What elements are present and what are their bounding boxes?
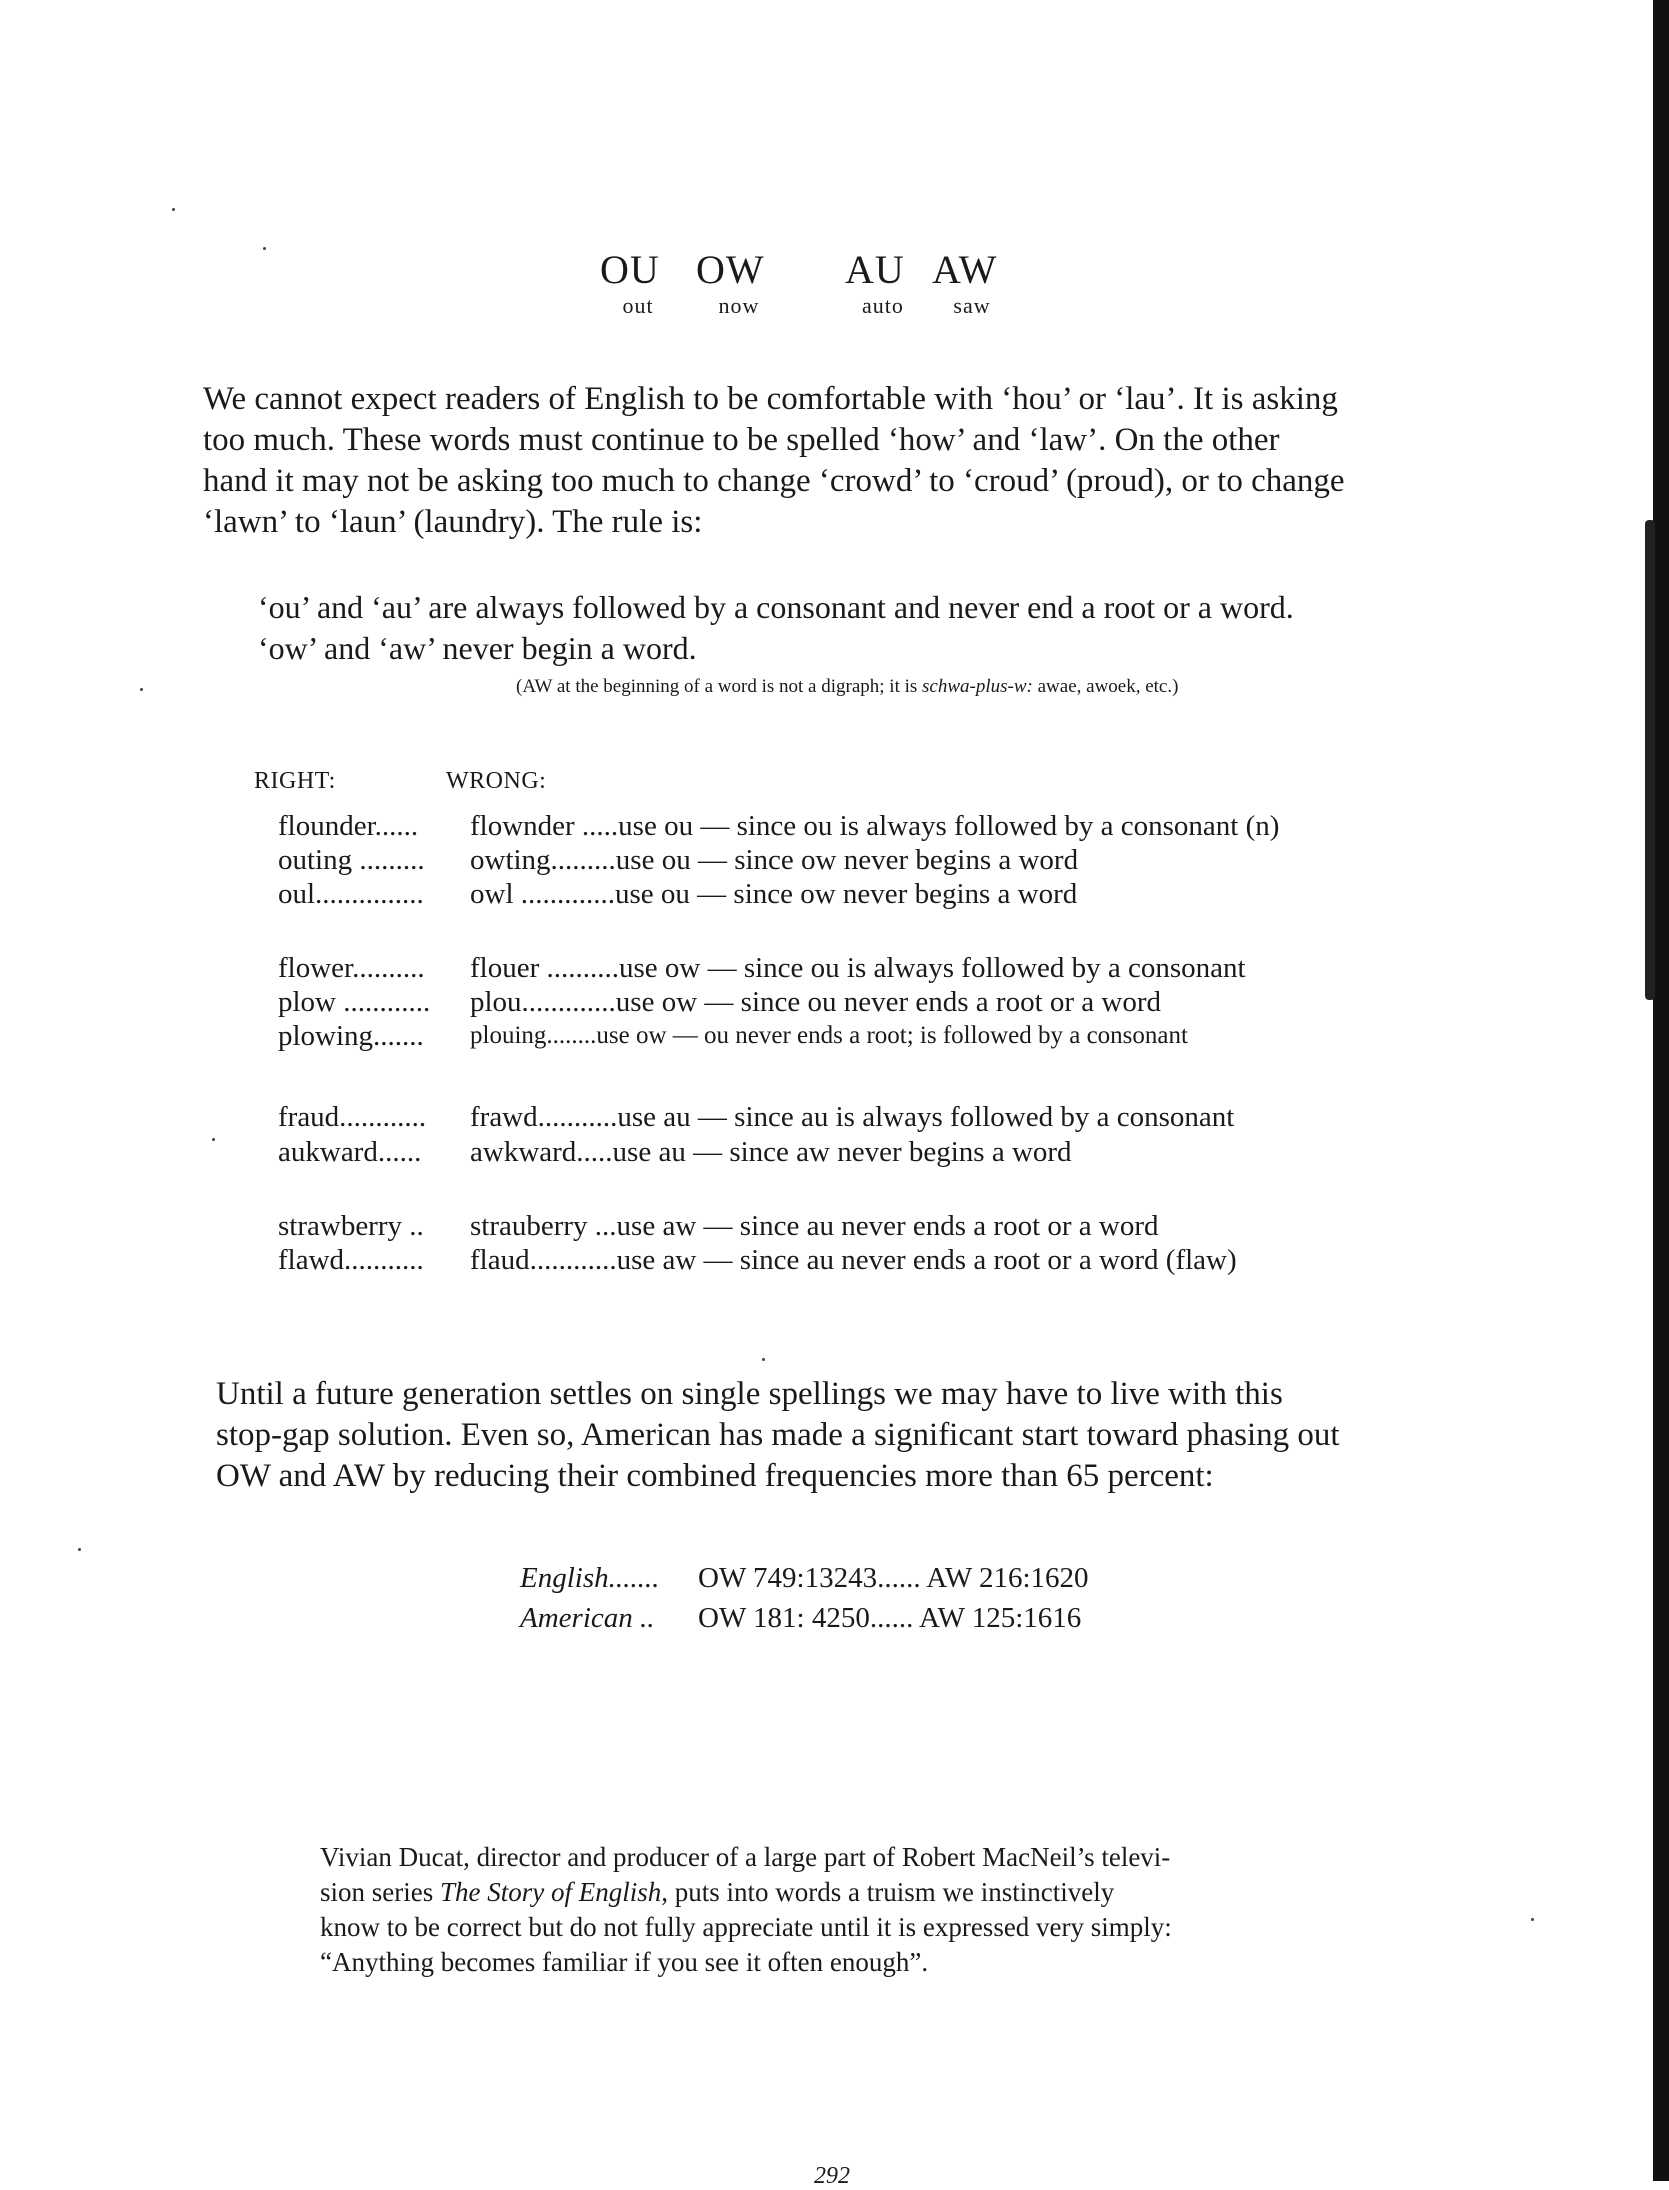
conclusion-paragraph	[216, 1374, 1546, 1497]
quote-text: sion series	[320, 1877, 434, 1907]
scan-speck	[78, 1548, 81, 1551]
digraph-ow	[696, 246, 782, 319]
digraph-label: OW	[696, 247, 765, 292]
intro-paragraph	[203, 379, 1533, 543]
examples-table	[278, 809, 1578, 1279]
intro-line: too much. These words must continue to be spelled ‘how’ and ‘law’. On the other	[203, 422, 1280, 458]
digraph-aw	[932, 246, 1012, 319]
intro-line: We cannot expect readers of English to be comfortable with ‘hou’ or ‘lau’. It is asking	[203, 381, 1338, 417]
spelling-rule	[258, 587, 1518, 669]
scan-speck	[140, 688, 143, 691]
digraph-example: auto	[862, 293, 904, 318]
scan-speck	[762, 1358, 765, 1361]
wrong-spelling: frawd...........use au — since au is always followed by a consonant	[470, 1101, 1235, 1133]
right-column-header: RIGHT:	[254, 768, 336, 794]
digraph-au	[845, 246, 921, 319]
digraph-label: AU	[845, 247, 905, 292]
stats-language: American ..	[520, 1602, 655, 1634]
conclusion-line: Until a future generation settles on single spellings we may have to live with this	[216, 1376, 1283, 1412]
wrong-spelling: flouer ..........use ow — since ou is always followed by a consonant	[470, 952, 1246, 984]
digraph-ou	[600, 246, 676, 319]
digraph-label: OU	[600, 247, 660, 292]
book-title: The Story of English,	[439, 1877, 668, 1907]
intro-line: hand it may not be asking too much to change ‘crowd’ to ‘croud’ (proud), or to change	[203, 463, 1345, 499]
conclusion-line: stop-gap solution. Even so, American has made a significant start toward phasing out	[216, 1417, 1340, 1453]
wrong-spelling: flownder .....use ou — since ou is always followed by a consonant (n)	[470, 810, 1280, 842]
digraph-example: saw	[953, 293, 991, 318]
right-spelling: fraud............	[278, 1101, 427, 1133]
wrong-spelling: plouing........use ow — ou never ends a root; is followed by a consonant	[470, 1022, 1188, 1049]
wrong-column-header: WRONG:	[446, 768, 547, 794]
quote-text: puts into words a truism we instinctively	[674, 1877, 1115, 1907]
right-spelling: plowing.......	[278, 1020, 424, 1052]
quote-line: Vivian Ducat, director and producer of a large part of Robert MacNeil’s televi-	[320, 1842, 1171, 1872]
rule-line: ‘ou’ and ‘au’ are always followed by a consonant and never end a root or a word.	[258, 589, 1294, 625]
quote-line	[320, 1875, 1440, 1910]
right-spelling: strawberry ..	[278, 1210, 424, 1242]
wrong-spelling: flaud............use aw — since au never ends a root or a word (flaw)	[470, 1244, 1237, 1276]
stats-values: OW 749:13243...... AW 216:1620	[698, 1562, 1089, 1594]
stats-values: OW 181: 4250...... AW 125:1616	[698, 1602, 1082, 1634]
frequency-stats	[520, 1558, 1089, 1638]
stats-row	[520, 1598, 1089, 1638]
page-number: 292	[814, 2163, 850, 2189]
right-spelling: flower..........	[278, 952, 425, 984]
digraph-label: AW	[932, 247, 998, 292]
quote-line: know to be correct but do not fully appreciate until it is expressed very simply:	[320, 1912, 1172, 1942]
conclusion-line: OW and AW by reducing their combined frequencies more than 65 percent:	[216, 1458, 1214, 1494]
note-suffix: awae, awoek, etc.)	[1037, 676, 1179, 697]
stats-language: English.......	[520, 1562, 660, 1594]
rule-note	[516, 675, 1436, 699]
right-spelling: aukward......	[278, 1136, 422, 1168]
right-spelling: plow ............	[278, 986, 431, 1018]
right-spelling: outing .........	[278, 844, 425, 876]
quote-paragraph	[320, 1840, 1440, 1980]
wrong-spelling: owl .............use ou — since ow never begins a word	[470, 878, 1078, 910]
wrong-spelling: strauberry ...use aw — since au never ends a root or a word	[470, 1210, 1159, 1242]
wrong-spelling: owting.........use ou — since ow never begins a word	[470, 844, 1079, 876]
digraph-example: now	[718, 293, 760, 318]
scan-speck	[172, 208, 175, 211]
digraph-example: out	[622, 293, 654, 318]
rule-line: ‘ow’ and ‘aw’ never begin a word.	[258, 630, 697, 666]
wrong-spelling: plou.............use ow — since ou never ends a root or a word	[470, 986, 1162, 1018]
right-spelling: flawd...........	[278, 1244, 424, 1276]
note-term: schwa-plus-w:	[922, 676, 1033, 697]
scan-binding-edge	[1653, 0, 1669, 2181]
quote-line: “Anything becomes familiar if you see it often enough”.	[320, 1947, 929, 1977]
wrong-spelling: awkward.....use au — since aw never begins a word	[470, 1136, 1072, 1168]
note-prefix: (AW at the beginning of a word is not a digraph; it is	[516, 676, 918, 697]
scan-speck	[212, 1138, 215, 1141]
intro-line: ‘lawn’ to ‘laun’ (laundry). The rule is:	[203, 504, 703, 540]
scan-speck	[1531, 1918, 1534, 1921]
stats-row	[520, 1558, 1089, 1598]
scan-speck	[263, 247, 266, 250]
right-spelling: oul...............	[278, 878, 424, 910]
right-spelling: flounder......	[278, 810, 419, 842]
